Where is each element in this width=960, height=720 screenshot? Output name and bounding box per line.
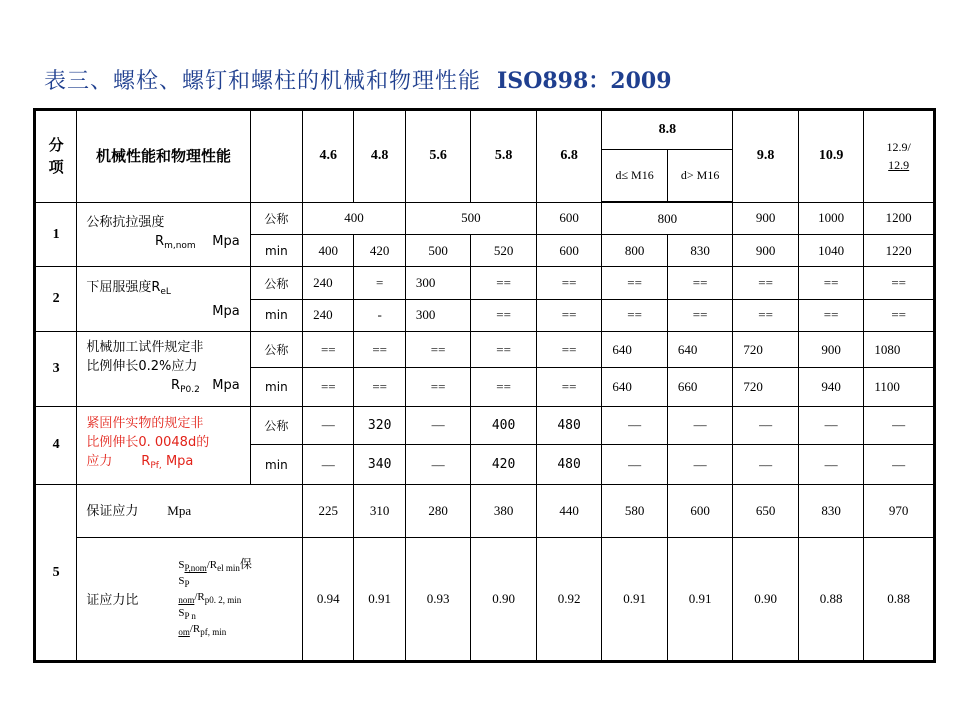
cell: 480	[536, 444, 602, 484]
cell: 720	[733, 368, 799, 406]
cell: ––	[798, 406, 864, 444]
header-grade: 9.8	[733, 110, 799, 203]
cell: ––	[303, 406, 354, 444]
cell: ==	[303, 368, 354, 406]
cell: 640	[667, 331, 733, 367]
cell: 900	[798, 331, 864, 367]
cell: 0.91	[602, 537, 668, 661]
header-grade: 10.9	[798, 110, 864, 203]
cell: 1080	[864, 331, 935, 367]
cell: 520	[471, 235, 537, 267]
cell: ––	[405, 444, 471, 484]
header-item: 分项	[35, 110, 77, 203]
cell: ––	[864, 406, 935, 444]
cell: 600	[536, 235, 602, 267]
cell: ==	[536, 331, 602, 367]
cell: 0.91	[667, 537, 733, 661]
header-grade: 5.8	[471, 110, 537, 203]
row-number: 3	[35, 331, 77, 406]
cell: ==	[405, 368, 471, 406]
cell: 340	[354, 444, 405, 484]
cell: ––	[733, 406, 799, 444]
cell: ==	[536, 267, 602, 299]
property-label: 机械加工试件规定非 比例伸长0.2%应力 $R_{P0.2}$ Mpa	[77, 331, 250, 406]
property-label: 保证应力 Mpa	[77, 485, 303, 537]
cell: 0.94	[303, 537, 354, 661]
cell: 0.88	[864, 537, 935, 661]
cell: 500	[405, 202, 536, 234]
cell: 640	[602, 368, 668, 406]
cell: 300	[405, 267, 471, 299]
cell: 225	[303, 485, 354, 537]
cell: ==	[864, 267, 935, 299]
cell: ––	[303, 444, 354, 484]
cell: 400	[303, 235, 354, 267]
properties-table	[33, 108, 936, 663]
cell: ==	[471, 368, 537, 406]
cell: ––	[667, 406, 733, 444]
cell: 0.88	[798, 537, 864, 661]
row-number: 1	[35, 202, 77, 267]
cell: 580	[602, 485, 668, 537]
cell: 0.93	[405, 537, 471, 661]
cell: ––	[864, 444, 935, 484]
property-label: 紧固件实物的规定非 比例伸长0. 0048d的 应力 $R_{Pf,}$ Mpa	[77, 406, 250, 485]
ratio-formula: $S_{P,nom}/R_{el min}$保 $S_P$ $_{nom}/R_{p0. 2, min}$ $S_{P n}$ $_{om}/R_{pf, min}$	[178, 557, 252, 638]
header-grade-12-9: 12.9/ 12.9	[864, 110, 935, 203]
cell: 240	[303, 299, 354, 331]
cell: 420	[471, 444, 537, 484]
property-label: 证应力比 $S_{P,nom}/R_{el min}$保 $S_P$ $_{nom}/R_{p0. 2, min}$ $S_{P n}$ $_{om}/R_{pf, min}$	[77, 537, 303, 661]
cell: ––	[405, 406, 471, 444]
row-number: 4	[35, 406, 77, 485]
cell: ==	[471, 267, 537, 299]
header-grade: 4.8	[354, 110, 405, 203]
cell: 0.90	[733, 537, 799, 661]
header-grade: 6.8	[536, 110, 602, 203]
cell: 0.91	[354, 537, 405, 661]
cell: 440	[536, 485, 602, 537]
cell: ==	[733, 299, 799, 331]
cell: 280	[405, 485, 471, 537]
cell: 240	[303, 267, 354, 299]
cell: 1100	[864, 368, 935, 406]
cell: ==	[733, 267, 799, 299]
cell: ––	[667, 444, 733, 484]
row-type-min: min	[250, 299, 302, 331]
cell: 900	[733, 202, 799, 234]
page-title: 表三、螺栓、螺钉和螺柱的机械和物理性能 ISO898：2009	[44, 68, 672, 94]
cell: ––	[798, 444, 864, 484]
header-grade: 5.6	[405, 110, 471, 203]
header-grade-8-8: 8.8	[602, 110, 733, 150]
cell: 420	[354, 235, 405, 267]
cell: =	[354, 267, 405, 299]
property-label: 公称抗拉强度 $R_{m,nom}$ Mpa	[77, 202, 250, 267]
cell: 640	[602, 331, 668, 367]
cell: ––	[733, 444, 799, 484]
cell: ==	[536, 368, 602, 406]
cell: ==	[405, 331, 471, 367]
cell: 650	[733, 485, 799, 537]
cell: 830	[798, 485, 864, 537]
cell: ==	[798, 299, 864, 331]
cell: 1040	[798, 235, 864, 267]
cell: ==	[471, 299, 537, 331]
standard-code: ISO898：2009	[497, 68, 672, 94]
cell: 600	[536, 202, 602, 234]
cell: 660	[667, 368, 733, 406]
cell: ==	[602, 267, 668, 299]
cell: 940	[798, 368, 864, 406]
cell: 480	[536, 406, 602, 444]
cell: 1220	[864, 235, 935, 267]
cell: ==	[667, 299, 733, 331]
cell: 500	[405, 235, 471, 267]
cell: 1000	[798, 202, 864, 234]
cell: 0.90	[471, 537, 537, 661]
cell: ==	[536, 299, 602, 331]
cell: 0.92	[536, 537, 602, 661]
cell: ==	[667, 267, 733, 299]
cell: 380	[471, 485, 537, 537]
cell: 970	[864, 485, 935, 537]
cell: ==	[864, 299, 935, 331]
row-type-min: min	[250, 444, 302, 484]
cell: 1200	[864, 202, 935, 234]
row-number: 5	[35, 485, 77, 662]
header-blank	[250, 110, 302, 203]
cell: ––	[602, 444, 668, 484]
cell: ==	[354, 368, 405, 406]
row-type-nominal: 公称	[250, 202, 302, 234]
row-type-min: min	[250, 235, 302, 267]
cell: 300	[405, 299, 471, 331]
cell: ==	[354, 331, 405, 367]
cell: 800	[602, 202, 733, 234]
row-type-nominal: 公称	[250, 331, 302, 367]
header-sub-88-large: d> M16	[667, 150, 733, 202]
row-number: 2	[35, 267, 77, 332]
row-type-nominal: 公称	[250, 267, 302, 299]
cell: ==	[798, 267, 864, 299]
header-sub-88-small: d≤ M16	[602, 150, 668, 202]
row-type-nominal: 公称	[250, 406, 302, 444]
header-grade: 4.6	[303, 110, 354, 203]
cell: ––	[602, 406, 668, 444]
cell: 320	[354, 406, 405, 444]
cell: 400	[471, 406, 537, 444]
cell: 800	[602, 235, 668, 267]
cell: 720	[733, 331, 799, 367]
cell: -	[354, 299, 405, 331]
cell: ==	[471, 331, 537, 367]
cell: ==	[303, 331, 354, 367]
cell: 900	[733, 235, 799, 267]
property-label: 下屈服强度$R_{eL}$ Mpa	[77, 267, 250, 332]
cell: ==	[602, 299, 668, 331]
cell: 830	[667, 235, 733, 267]
cell: 600	[667, 485, 733, 537]
row-type-min: min	[250, 368, 302, 406]
cell: 400	[303, 202, 406, 234]
cell: 310	[354, 485, 405, 537]
header-property: 机械性能和物理性能	[77, 110, 250, 203]
